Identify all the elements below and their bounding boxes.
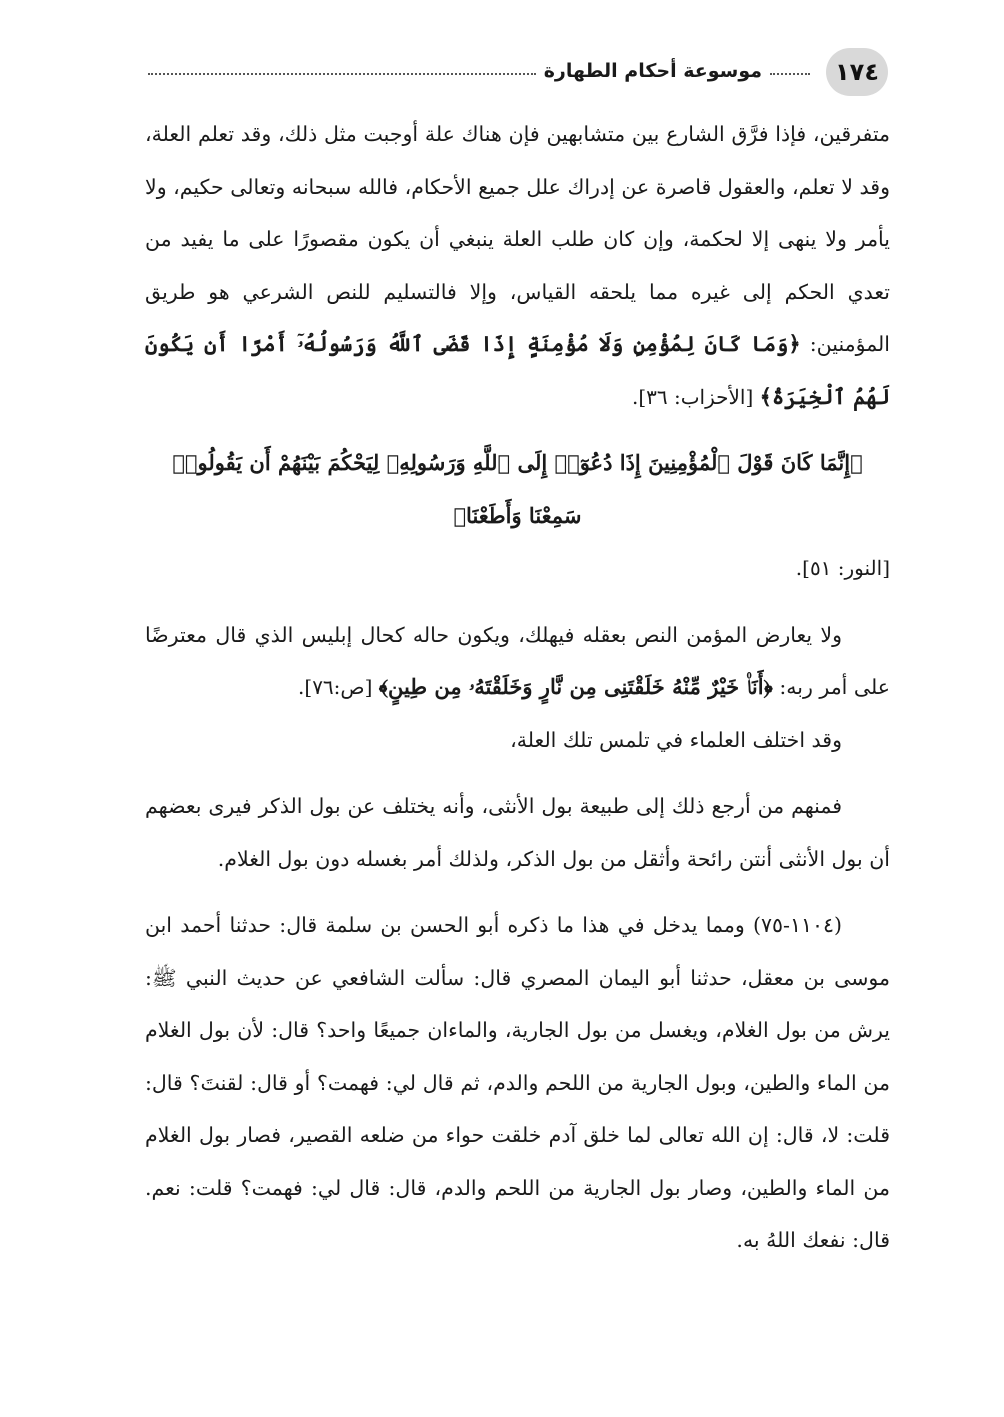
body-text — [145, 108, 890, 1267]
paragraph-1-text: متفرقين، فإذا فرَّق الشارع بين متشابهين فإن هناك علة أوجبت مثل ذلك، وقد تعلم العلة، وقد لا تعلم، والعقول قاصرة عن إدراك علل جميع الأحكام، فالله سبحانه وتعالى حكيم، ولا يأمر ولا ينهى إلا لحكمة، وإن كان طلب العلة ينبغي أن يكون مقصورًا على ما يفيد من تعدي الحكم إلى غيره مما يلحقه القياس، وإلا فالتسليم للنص الشرعي هو طريق المؤمنين: — [145, 122, 891, 356]
paragraph-4: وقد اختلف العلماء في تلمس تلك العلة، — [510, 727, 842, 752]
page-header — [148, 48, 888, 98]
verse-reference-nur: [النور: ٥١]. — [795, 556, 890, 580]
dotted-leader-right — [770, 73, 810, 75]
quran-verse-nur: ﴿إِنَّمَا كَانَ قَوْلَ ٱلْمُؤْمِنِينَ إِذَا دُعُوٓا۟ إِلَى ٱللَّهِ وَرَسُولِهِۦ لِيَحْكُمَ بَيْنَهُمْ أَن يَقُولُوا۟ سَمِعْنَا وَأَطَعْنَا﴾ — [172, 450, 863, 528]
paragraph-3-text: ولا يعارض المؤمن النص بعقله فيهلك، ويكون حاله كحال إبليس الذي قال معترضًا على أمر ربه: — [145, 622, 890, 699]
dotted-leader-left — [148, 73, 536, 75]
verse-reference-sad: [ص:٧٦]. — [298, 675, 379, 699]
paragraph-1 — [145, 108, 890, 423]
quran-verse-ahzab: ﴿وَمَا كَانَ لِمُؤْمِنٍ وَلَا مُؤْمِنَةٍ إِذَا قَضَى ٱللَّهُ وَرَسُولُهُۥٓ أَمْرًا أَن يَكُونَ لَهُمُ ٱلْخِيَرَةُ﴾ — [145, 331, 890, 409]
running-title-bar — [148, 56, 810, 86]
running-title: موسوعة أحكام الطهارة — [543, 60, 762, 82]
paragraph-6-hadith: (١١٠٤-٧٥) ومما يدخل في هذا ما ذكره أبو الحسن بن سلمة قال: حدثنا أحمد ابن موسى بن معقل، حدثنا أبو اليمان المصري قال: سألت الشافعي عن حديث النبي ﷺ: يرش من بول الغلام، ويغسل من بول الجارية، والماءان جميعًا واحد؟ قال: لأن بول الغلام من الماء والطين، وبول الجارية من اللحم والدم، ثم قال لي: فهمت؟ أو قال: لقنتَ؟ قال: قلت: لا، قال: إن الله تعالى لما خلق آدم خلقت حواء من ضلعه القصير، فصار بول الغلام من الماء والطين، وصار بول الجارية من اللحم والدم، قال: قال لي: فهمت؟ قلت: نعم. قال: نفعك اللهُ به. — [145, 913, 890, 1252]
paragraph-3 — [145, 609, 890, 714]
page-number: ١٧٤ — [826, 48, 888, 96]
verse-reference-ahzab: [الأحزاب: ٣٦]. — [631, 384, 760, 409]
quran-verse-sad: ﴿أَنَا۠ خَيْرٌ مِّنْهُ خَلَقْتَنِى مِن نَّارٍ وَخَلَقْتَهُۥ مِن طِينٍ﴾ — [378, 674, 773, 699]
paragraph-5: فمنهم من أرجع ذلك إلى طبيعة بول الأنثى، وأنه يختلف عن بول الذكر فيرى بعضهم أن بول الأنثى أنتن رائحة وأثقل من بول الذكر، ولذلك أمر بغسله دون بول الغلام. — [145, 794, 890, 871]
